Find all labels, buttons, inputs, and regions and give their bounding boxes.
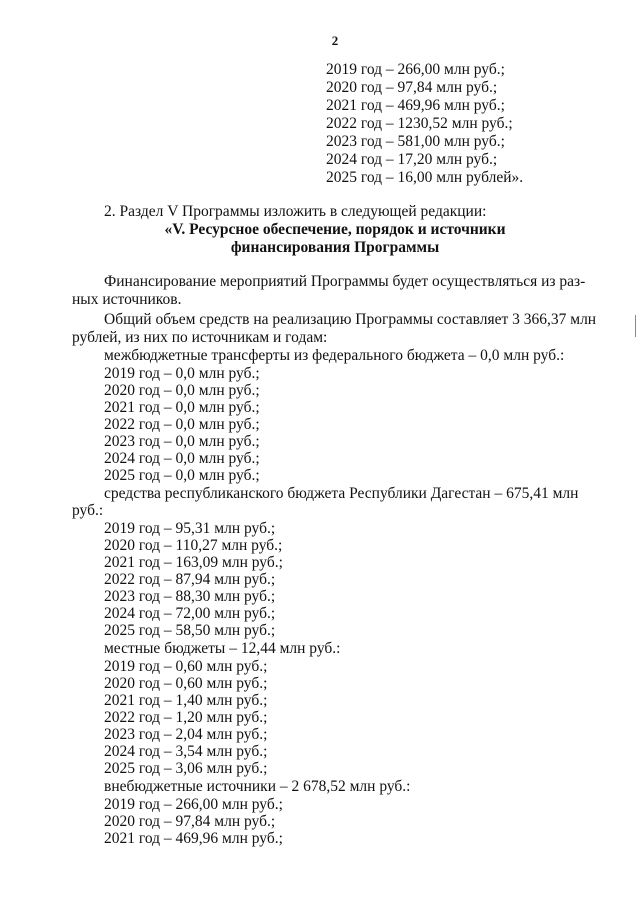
top-list-item: 2021 год – 469,96 млн руб.; [326,97,505,114]
top-list-item: 2023 год – 581,00 млн руб.; [326,133,505,150]
republic-year-item: 2024 год – 72,00 млн руб.; [104,605,276,622]
top-list-item: 2025 год – 16,00 млн рублей». [326,169,524,186]
top-list-item: 2019 год – 266,00 млн руб.; [326,61,505,78]
section-item: 2. Раздел V Программы изложить в следующей редакции: [104,203,487,220]
paragraph-2-line2: рублей, из них по источникам и годам: [72,329,328,346]
republic-year-item: 2022 год – 87,94 млн руб.; [104,571,276,588]
section-title-line2: финансирования Программы [230,239,440,256]
federal-year-item: 2023 год – 0,0 млн руб.; [104,433,260,450]
extrabudget-year-item: 2020 год – 97,84 млн руб.; [104,813,276,830]
local-year-item: 2019 год – 0,60 млн руб.; [104,658,268,675]
federal-year-item: 2020 год – 0,0 млн руб.; [104,382,260,399]
federal-heading: межбюджетные трансферты из федерального бюджета – 0,0 млн руб.: [104,347,565,364]
section-title-line1: «V. Ресурсное обеспечение, порядок и источники [164,221,506,238]
republic-year-item: 2025 год – 58,50 млн руб.; [104,622,276,639]
republic-year-item: 2019 год – 95,31 млн руб.; [104,520,276,537]
republic-heading-line1: средства республиканского бюджета Республики Дагестан – 675,41 млн [104,485,579,502]
top-list-item: 2024 год – 17,20 млн руб.; [326,151,498,168]
republic-heading-line2: руб.: [72,502,104,519]
republic-year-item: 2020 год – 110,27 млн руб.; [104,537,283,554]
local-heading: местные бюджеты – 12,44 млн руб.: [104,640,341,657]
paragraph-1-line2: ных источников. [72,291,182,308]
paragraph-2-line1: Общий объем средств на реализацию Программы составляет 3 366,37 млн [104,311,597,328]
republic-year-item: 2021 год – 163,09 млн руб.; [104,554,283,571]
federal-year-item: 2022 год – 0,0 млн руб.; [104,416,260,433]
federal-year-item: 2024 год – 0,0 млн руб.; [104,450,260,467]
republic-year-item: 2023 год – 88,30 млн руб.; [104,588,276,605]
scan-edge-mark [635,315,636,337]
extrabudget-year-item: 2021 год – 469,96 млн руб.; [104,830,283,847]
federal-year-item: 2019 год – 0,0 млн руб.; [104,365,260,382]
top-list-item: 2022 год – 1230,52 млн руб.; [326,115,513,132]
local-year-item: 2021 год – 1,40 млн руб.; [104,692,268,709]
top-list-item: 2020 год – 97,84 млн руб.; [326,79,498,96]
page-number: 2 [331,33,339,48]
federal-year-item: 2021 год – 0,0 млн руб.; [104,399,260,416]
extrabudget-heading: внебюджетные источники – 2 678,52 млн руб.: [104,778,411,795]
local-year-item: 2023 год – 2,04 млн руб.; [104,726,268,743]
extrabudget-year-item: 2019 год – 266,00 млн руб.; [104,796,283,813]
local-year-item: 2022 год – 1,20 млн руб.; [104,709,268,726]
local-year-item: 2025 год – 3,06 млн руб.; [104,760,268,777]
local-year-item: 2020 год – 0,60 млн руб.; [104,675,268,692]
federal-year-item: 2025 год – 0,0 млн руб.; [104,467,260,484]
local-year-item: 2024 год – 3,54 млн руб.; [104,743,268,760]
paragraph-1-line1: Финансирование мероприятий Программы будет осуществляться из раз- [104,273,586,290]
